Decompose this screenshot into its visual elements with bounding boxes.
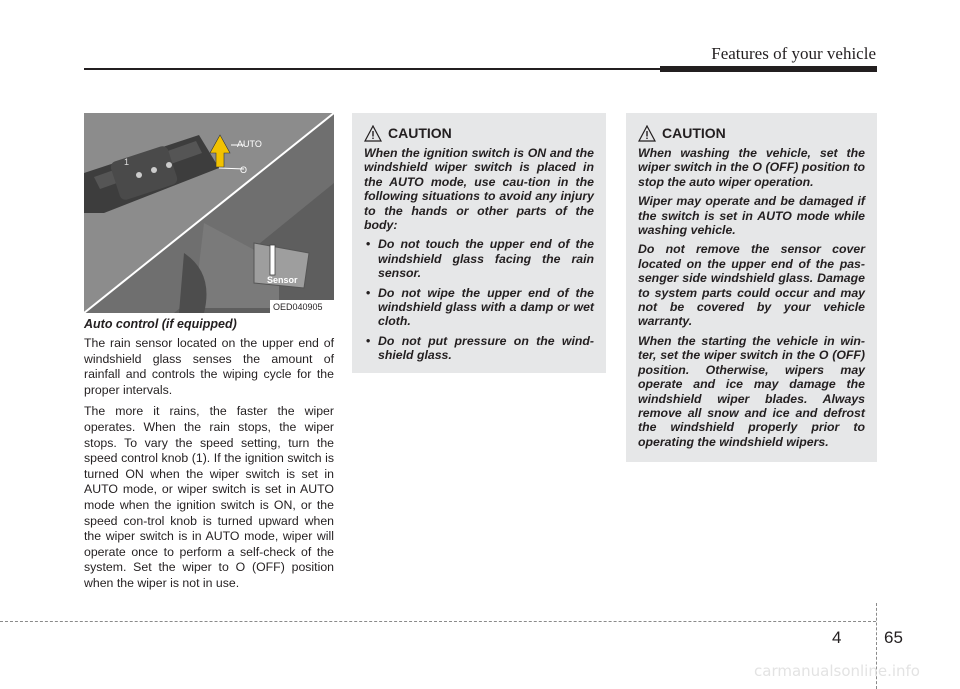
warning-triangle-icon — [638, 125, 656, 142]
section-caption: Auto control (if equipped) — [84, 317, 237, 331]
warning-triangle-icon — [364, 125, 382, 142]
caution-box-2 — [626, 113, 877, 462]
chapter-number: 4 — [832, 628, 842, 647]
caution-paragraph: When the starting the vehicle in win-ter, set the wiper switch in the O (OFF) position. Otherwise, wipers may operate and ice may damage the windshield wiper blades. Always remove all snow and ice and defrost the windshield properly prior to operating the windshield wipers. — [638, 333, 865, 449]
page-number: 65 — [884, 628, 903, 647]
caution-bullet: • Do not put pressure on the wind-shield glass. — [364, 334, 594, 363]
figure-code: OED040905 — [273, 302, 323, 312]
body-paragraph: The rain sensor located on the upper end of windshield glass senses the amount of rainfall and controls the wiping cycle for the proper intervals. — [84, 336, 334, 397]
caution-paragraph: Wiper may operate and be damaged if the switch is set in AUTO mode while washing vehicle. — [638, 194, 865, 238]
caution-list — [364, 237, 594, 362]
caution-title: CAUTION — [662, 125, 726, 141]
watermark: carmanualsonline.info — [754, 662, 920, 680]
caution-bullet: • Do not touch the upper end of the windshield glass facing the rain sensor. — [364, 237, 594, 280]
caution-paragraph: Do not remove the sensor cover located on the upper end of the pas-senger side windshield glass. Damage to system parts could occur and may not be covered by your vehicle warranty. — [638, 242, 865, 329]
body-paragraph: The more it rains, the faster the wiper operates. When the rain stops, the wiper stops. To vary the speed setting, turn the speed control knob (1). If the ignition switch is turned ON when the wiper switch is set in AUTO mode, or wiper switch is set in AUTO mode when the ignition switch is ON, or the speed con-trol knob is turned upward when the wiper switch is in AUTO mode, wiper will operate once to perform a self-check of the system. Set the wiper to O (OFF) position when the wiper is not in use. — [84, 404, 334, 590]
off-label: O — [240, 165, 248, 175]
knob-label: 1 — [124, 157, 130, 167]
caution-title: CAUTION — [388, 125, 452, 141]
caution-paragraph: When washing the vehicle, set the wiper switch in the O (OFF) position to stop the auto wiper operation. — [638, 146, 865, 189]
footer-divider — [0, 621, 876, 622]
header-rule-accent — [660, 66, 877, 72]
sensor-label: Sensor — [267, 275, 298, 285]
caution-bullet: • Do not wipe the upper end of the windshield glass with a damp or wet cloth. — [364, 286, 594, 329]
caution-header — [638, 123, 865, 143]
wiper-switch-illustration — [84, 113, 334, 313]
auto-label: AUTO — [237, 139, 262, 149]
section-body — [84, 336, 334, 598]
caution-intro: When the ignition switch is ON and the windshield wiper switch is placed in the AUTO mode, use cau-tion in the following situations to avoid any injury to the hands or other parts of the body: — [364, 146, 594, 233]
caution-header — [364, 123, 594, 143]
page-header-title: Features of your vehicle — [711, 44, 876, 63]
caution-box-1 — [352, 113, 606, 373]
